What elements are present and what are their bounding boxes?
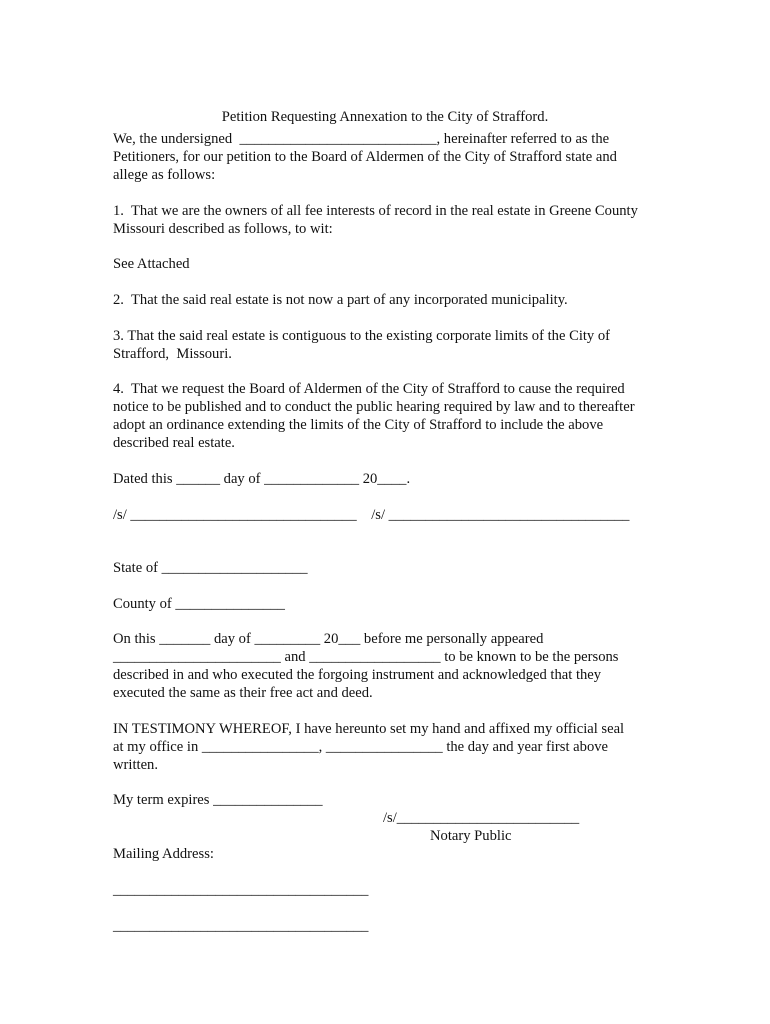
- intro-line-1: We, the undersigned ___________________________, hereinafter referred to as the: [113, 131, 610, 147]
- dated-line: Dated this ______ day of _____________ 20____.: [113, 471, 411, 487]
- item-2: 2. That the said real estate is not now a part of any incorporated municipality.: [113, 292, 568, 308]
- signature-lines: /s/ _______________________________ /s/ _________________________________: [113, 507, 630, 523]
- item-1-line-1: 1. That we are the owners of all fee interests of record in the real estate in Greene County: [113, 203, 638, 219]
- address-line-2: ___________________________________: [113, 918, 369, 934]
- testimony-line-3: written.: [113, 757, 158, 773]
- intro-line-2: Petitioners, for our petition to the Board of Aldermen of the City of Strafford state and: [113, 149, 617, 165]
- item-4-line-1: 4. That we request the Board of Aldermen of the City of Strafford to cause the required: [113, 381, 625, 397]
- on-this-line-2: _______________________ and __________________ to be known to be the persons: [113, 649, 619, 665]
- address-line-1: ___________________________________: [113, 882, 369, 898]
- item-4-line-2: notice to be published and to conduct the public hearing required by law and to thereafter: [113, 399, 635, 415]
- notary-signature-line: /s/_________________________: [383, 810, 580, 826]
- on-this-line-1: On this _______ day of _________ 20___ before me personally appeared: [113, 631, 544, 647]
- county-of-line: County of _______________: [113, 596, 285, 612]
- testimony-line-1: IN TESTIMONY WHEREOF, I have hereunto set my hand and affixed my official seal: [113, 721, 625, 737]
- item-1-line-2: Missouri described as follows, to wit:: [113, 221, 333, 237]
- state-of-line: State of ____________________: [113, 560, 308, 576]
- see-attached: See Attached: [113, 256, 190, 272]
- term-expires-line: My term expires _______________: [113, 792, 323, 808]
- intro-line-3: allege as follows:: [113, 167, 216, 183]
- item-4-line-3: adopt an ordinance extending the limits of the City of Strafford to include the above: [113, 417, 604, 433]
- on-this-line-3: described in and who executed the forgoing instrument and acknowledged that they: [113, 667, 602, 683]
- mailing-address-label: Mailing Address:: [113, 846, 214, 862]
- item-3-line-1: 3. That the said real estate is contiguous to the existing corporate limits of the City of: [113, 328, 611, 344]
- notary-public-label: Notary Public: [430, 828, 512, 844]
- item-4-line-4: described real estate.: [113, 435, 235, 451]
- item-3-line-2: Strafford, Missouri.: [113, 346, 232, 362]
- testimony-line-2: at my office in ________________, ________________ the day and year first above: [113, 739, 609, 755]
- document-title: Petition Requesting Annexation to the City of Strafford.: [221, 108, 549, 125]
- on-this-line-4: executed the same as their free act and deed.: [113, 685, 373, 701]
